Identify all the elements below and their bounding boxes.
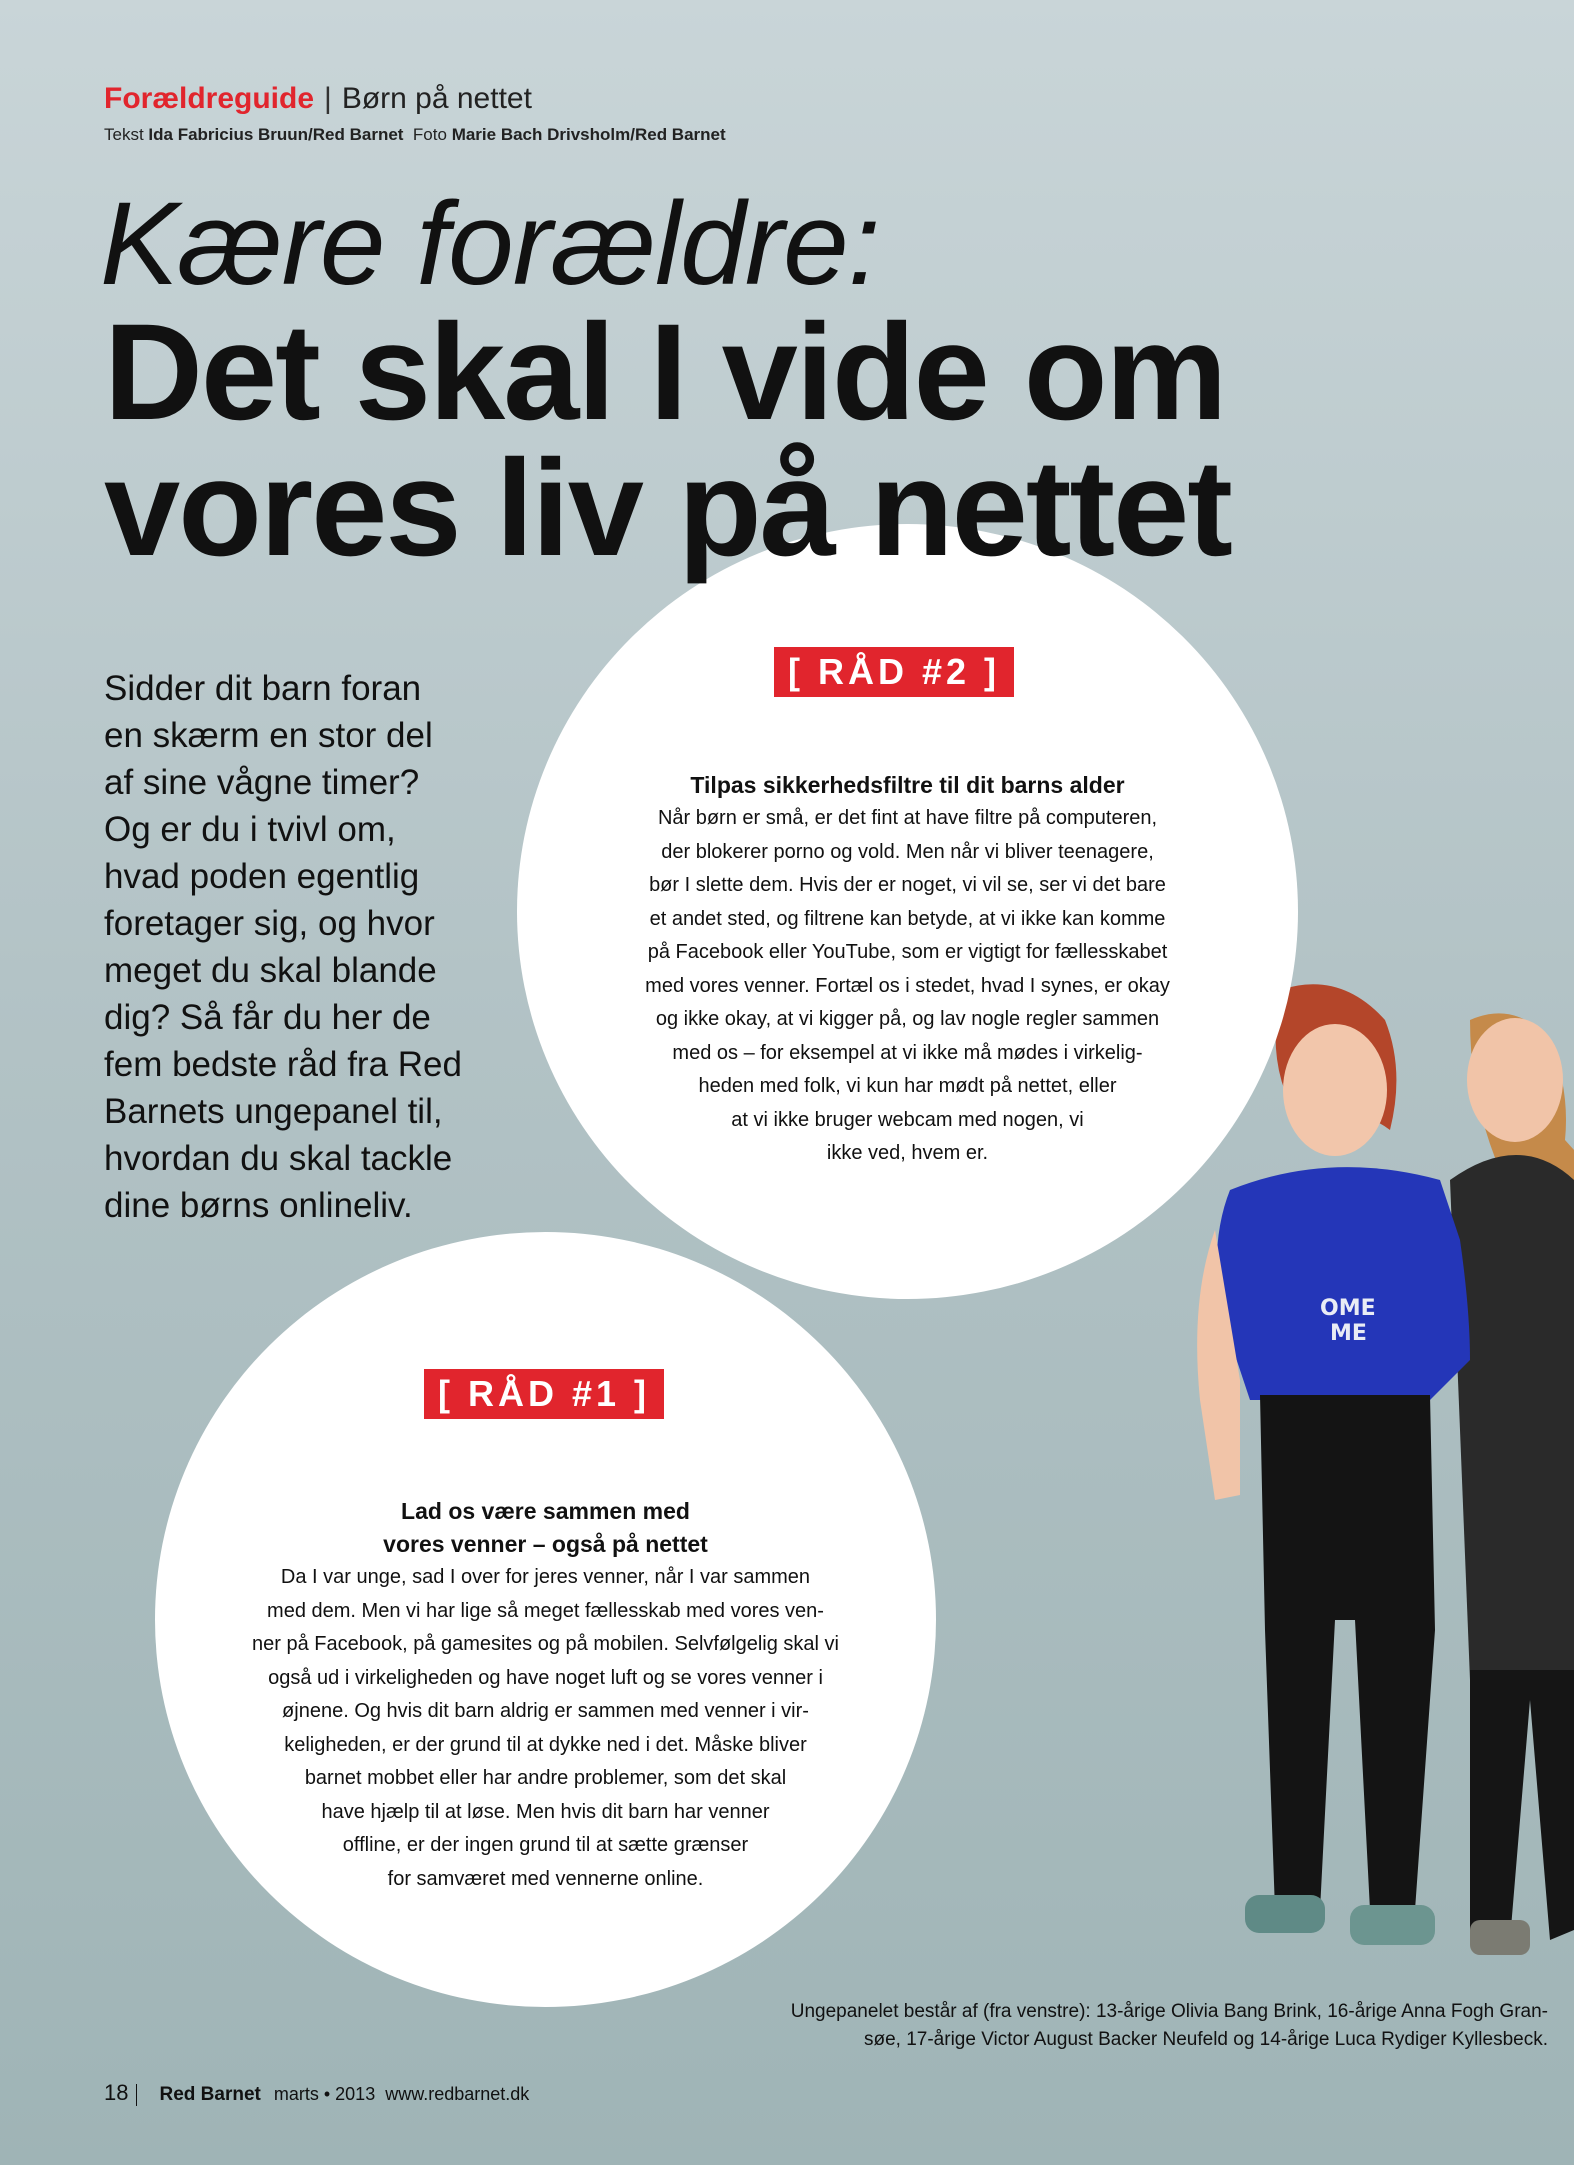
tip-badge-1: [ RÅD #1 ]	[424, 1369, 664, 1419]
text-credit-author: Ida Fabricius Bruun/Red Barnet	[148, 125, 404, 144]
website-link[interactable]: www.redbarnet.dk	[385, 2084, 530, 2104]
tip-line: ner på Facebook, på gamesites og på mobilen. Selvfølgelig skal vi	[252, 1633, 839, 1655]
tip-badge-2: [ RÅD #2 ]	[774, 647, 1014, 697]
tip-line: at vi ikke bruger webcam med nogen, vi	[731, 1108, 1084, 1131]
headline-line: Det skal I vide om	[104, 296, 1226, 449]
tip-line: for samværet med vennerne online.	[387, 1867, 704, 1890]
intro-line: hvad poden egentlig	[104, 857, 420, 896]
girl-left	[1197, 984, 1470, 1945]
intro-line: foretager sig, og hvor	[104, 904, 435, 943]
intro-line: hvordan du skal tackle	[104, 1139, 453, 1178]
tip-line: der blokerer porno og vold. Men når vi bliver teenagere,	[661, 840, 1154, 863]
tip-line: og ikke okay, at vi kigger på, og lav nogle regler sammen	[655, 1008, 1160, 1030]
photo-credit-author: Marie Bach Drivsholm/Red Barnet	[451, 125, 726, 144]
tip-line: også ud i virkeligheden og have noget luft og se vores venner i	[268, 1666, 823, 1689]
section-topic: Børn på nettet	[341, 82, 532, 115]
section-kicker: Forældreguide	[104, 82, 315, 115]
intro-line: af sine vågne timer?	[104, 763, 420, 802]
intro-line: fem bedste råd fra Red	[104, 1045, 462, 1084]
issue-date: marts • 2013	[273, 2084, 376, 2104]
intro-text	[104, 665, 524, 1229]
magazine-name: Red Barnet	[159, 2084, 261, 2105]
tip-line: have hjælp til at løse. Men hvis dit barn har venner	[321, 1800, 770, 1823]
intro-line: dine børns onlineliv.	[104, 1186, 413, 1225]
tip-2	[580, 769, 1235, 1171]
page-number: 18	[104, 2080, 129, 2105]
shirt-text: OME	[1320, 1296, 1376, 1321]
tip-line: bør I slette dem. Hvis der er noget, vi vil se, ser vi det bare	[649, 874, 1166, 896]
caption-line: Ungepanelet består af (fra venstre): 13-årige Olivia Bang Brink, 16-årige Anna Fogh Gran-	[790, 2001, 1548, 2022]
footer-divider	[136, 2084, 137, 2106]
intro-line: dig? Så får du her de	[104, 998, 431, 1037]
tip-line: med vores venner. Fortæl os i stedet, hvad I synes, er okay	[645, 974, 1170, 997]
headline-line: vores liv på nettet	[104, 432, 1231, 585]
photo-credit-label: Foto	[412, 125, 447, 144]
shirt-text: ME	[1330, 1321, 1367, 1346]
tip-title: Lad os være sammen med	[401, 1498, 690, 1524]
tip-line: ikke ved, hvem er.	[826, 1142, 989, 1164]
intro-line: meget du skal blande	[104, 951, 437, 990]
headline-italic: Kære forældre:	[100, 178, 880, 310]
credits	[104, 125, 726, 145]
tip-title: Tilpas sikkerhedsfiltre til dit barns alder	[690, 772, 1125, 798]
tip-1	[218, 1495, 873, 1896]
tip-line: offline, er der ingen grund til at sætte grænser	[342, 1834, 749, 1856]
tip-line: Når børn er små, er det fint at have filtre på computeren,	[657, 807, 1158, 829]
page-footer	[104, 2080, 529, 2106]
tip-line: barnet mobbet eller har andre problemer, som det skal	[304, 1767, 787, 1789]
tip-line: øjnene. Og hvis dit barn aldrig er sammen med venner i vir-	[282, 1700, 809, 1722]
tip-line: heden med folk, vi kun har mødt på nettet, eller	[698, 1075, 1117, 1097]
section-label	[104, 82, 532, 116]
intro-line: Og er du i tvivl om,	[104, 810, 396, 849]
tip-line: med os – for eksempel at vi ikke må mødes i virkelig-	[672, 1041, 1143, 1064]
headline-bold	[104, 296, 1231, 585]
tip-line: keligheden, er der grund til at dykke ned i det. Måske bliver	[284, 1733, 807, 1756]
tip-line: med dem. Men vi har lige så meget fællesskab med vores ven-	[267, 1599, 824, 1622]
tip-line: på Facebook eller YouTube, som er vigtigt for fællesskabet	[647, 941, 1168, 963]
section-separator: |	[324, 82, 332, 115]
girl-right	[1450, 1013, 1574, 1955]
text-credit-label: Tekst	[104, 125, 144, 144]
intro-line: en skærm en stor del	[104, 716, 433, 755]
tip-line: Da I var unge, sad I over for jeres venner, når I var sammen	[280, 1566, 811, 1588]
caption-line: søe, 17-årige Victor August Backer Neufeld og 14-årige Luca Rydiger Kyllesbeck.	[863, 2029, 1548, 2050]
tip-title: vores venner – også på nettet	[383, 1531, 708, 1557]
tip-line: et andet sted, og filtrene kan betyde, at vi ikke kan komme	[649, 907, 1166, 930]
intro-line: Barnets ungepanel til,	[104, 1092, 443, 1131]
intro-line: Sidder dit barn foran	[104, 669, 422, 708]
